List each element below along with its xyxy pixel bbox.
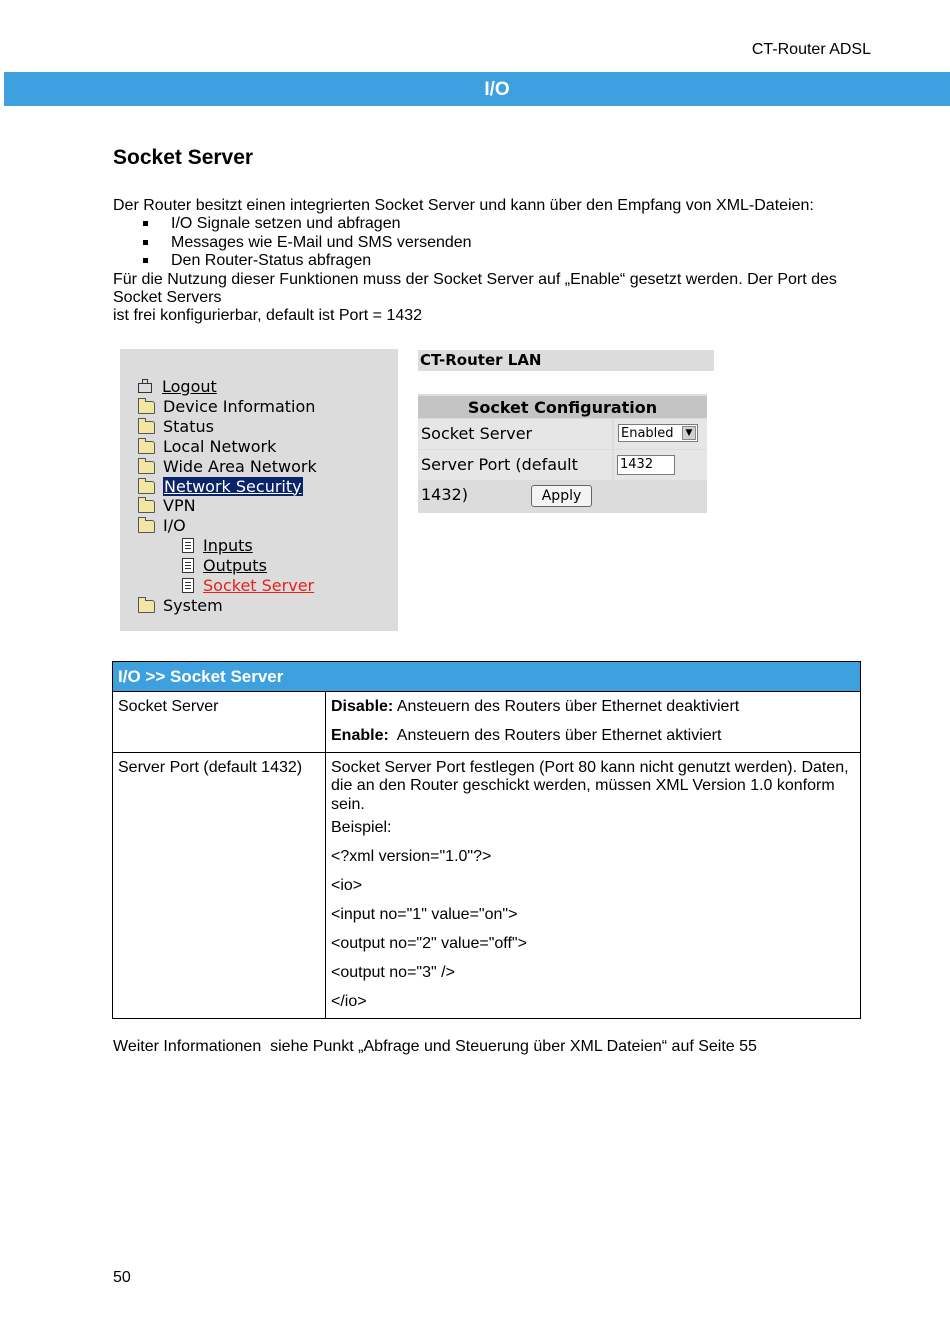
table-row — [113, 692, 860, 753]
param-name: Socket Server — [113, 692, 326, 752]
code-line: <?xml version="1.0"?> — [331, 848, 492, 865]
socket-server-row — [418, 419, 707, 449]
folder-icon — [138, 600, 155, 613]
example-label: Beispiel: — [331, 819, 392, 836]
config-app-title: CT-Router LAN — [418, 350, 714, 371]
param-description — [326, 753, 860, 1018]
nav-item-local-network[interactable] — [138, 436, 276, 456]
logout-icon — [138, 383, 152, 393]
footer-note: Weiter Informationen siehe Punkt „Abfrage und Steuerung über XML Dateien“ auf Seite 55 — [113, 1038, 757, 1055]
table-heading: I/O >> Socket Server — [113, 662, 860, 692]
enable-description — [331, 727, 855, 746]
apply-button[interactable]: Apply — [531, 485, 592, 507]
server-port-input[interactable]: 1432 — [617, 455, 675, 475]
nav-item-label[interactable]: Wide Area Network — [163, 456, 317, 476]
table-row — [113, 753, 860, 1018]
nav-item-label[interactable]: System — [163, 595, 223, 615]
nav-item-label[interactable]: Logout — [162, 376, 217, 396]
parameter-table — [112, 661, 861, 1019]
nav-item-outputs[interactable] — [182, 555, 267, 575]
page-number: 50 — [113, 1269, 131, 1286]
page-icon — [182, 558, 194, 573]
socket-server-select-value: Enabled — [621, 426, 674, 441]
nav-item-label[interactable]: VPN — [163, 495, 196, 515]
section-bar — [4, 72, 950, 106]
intro-text — [113, 197, 853, 326]
nav-tree-panel — [120, 349, 398, 631]
page-icon — [182, 578, 194, 593]
disable-text: Ansteuern des Routers über Ethernet deaktiviert — [393, 698, 740, 715]
section-title: I/O — [484, 79, 510, 100]
intro-lead: Der Router besitzt einen integrierten Socket Server und kann über den Empfang von XML-Dateien: — [113, 197, 814, 214]
folder-icon — [138, 461, 155, 474]
intro-paragraph: ist frei konfigurierbar, default ist Port = 1432 — [113, 307, 423, 325]
folder-icon — [138, 500, 155, 513]
document-header-title: CT-Router ADSL — [751, 41, 871, 58]
nav-item-logout[interactable] — [138, 376, 217, 396]
nav-item-inputs[interactable] — [182, 535, 253, 555]
param-name: Server Port (default 1432) — [113, 753, 326, 1018]
nav-item-label[interactable]: I/O — [163, 515, 186, 535]
folder-icon — [138, 520, 155, 533]
folder-icon — [138, 441, 155, 454]
nav-item-label[interactable]: Status — [163, 416, 214, 436]
nav-item-wide-area-network[interactable] — [138, 456, 317, 476]
socket-server-cell — [614, 419, 707, 449]
nav-item-label[interactable]: Inputs — [203, 535, 253, 555]
code-line: <output no="2" value="off"> — [331, 935, 527, 952]
config-heading: Socket Configuration — [418, 396, 707, 418]
port-description: Socket Server Port festlegen (Port 80 kann nicht genutzt werden). Daten, die an den Router geschickt werden, müssen XML Version 1.0 konform sein. — [331, 758, 849, 813]
nav-item-label[interactable]: Device Information — [163, 396, 316, 416]
intro-bullet-list — [113, 215, 853, 270]
folder-icon — [138, 401, 155, 414]
server-port-cell — [614, 450, 707, 480]
nav-item-status[interactable] — [138, 416, 214, 436]
nav-item-label[interactable]: Outputs — [203, 555, 267, 575]
code-line: <output no="3" /> — [331, 964, 455, 981]
folder-icon — [138, 421, 155, 434]
server-port-label: Server Port (default 1432) — [418, 450, 612, 480]
socket-server-label: Socket Server — [418, 419, 612, 449]
nav-item-label[interactable]: Socket Server — [203, 575, 315, 595]
enable-key: Enable: — [331, 727, 389, 744]
nav-item-label[interactable]: Local Network — [163, 436, 277, 456]
folder-icon — [138, 481, 155, 494]
page-title: Socket Server — [113, 146, 254, 169]
intro-paragraph: Für die Nutzung dieser Funktionen muss der Socket Server auf „Enable“ gesetzt werden. Der Port des Socket Servers — [113, 270, 837, 307]
nav-item-network-security[interactable] — [138, 476, 303, 496]
nav-item-label[interactable]: Network Security — [164, 476, 302, 496]
nav-item-io[interactable] — [138, 515, 186, 535]
nav-item-system[interactable] — [138, 595, 223, 615]
list-item: Messages wie E-Mail und SMS versenden — [113, 234, 853, 252]
code-line: </io> — [331, 993, 367, 1010]
page-icon — [182, 538, 194, 553]
chevron-down-icon[interactable]: ▼ — [682, 426, 696, 440]
socket-config-form — [418, 394, 707, 513]
disable-description — [331, 698, 855, 717]
nav-item-vpn[interactable] — [138, 495, 196, 515]
param-description — [326, 692, 860, 752]
nav-item-socket-server[interactable] — [182, 575, 314, 595]
code-line: <input no="1" value="on"> — [331, 906, 518, 923]
code-line: <io> — [331, 877, 363, 894]
list-item: Den Router-Status abfragen — [113, 252, 853, 270]
nav-item-device-information[interactable] — [138, 396, 315, 416]
disable-key: Disable: — [331, 698, 394, 715]
socket-server-select[interactable] — [618, 424, 698, 442]
enable-text: Ansteuern des Routers über Ethernet aktiviert — [388, 727, 722, 744]
list-item: I/O Signale setzen und abfragen — [113, 215, 853, 233]
